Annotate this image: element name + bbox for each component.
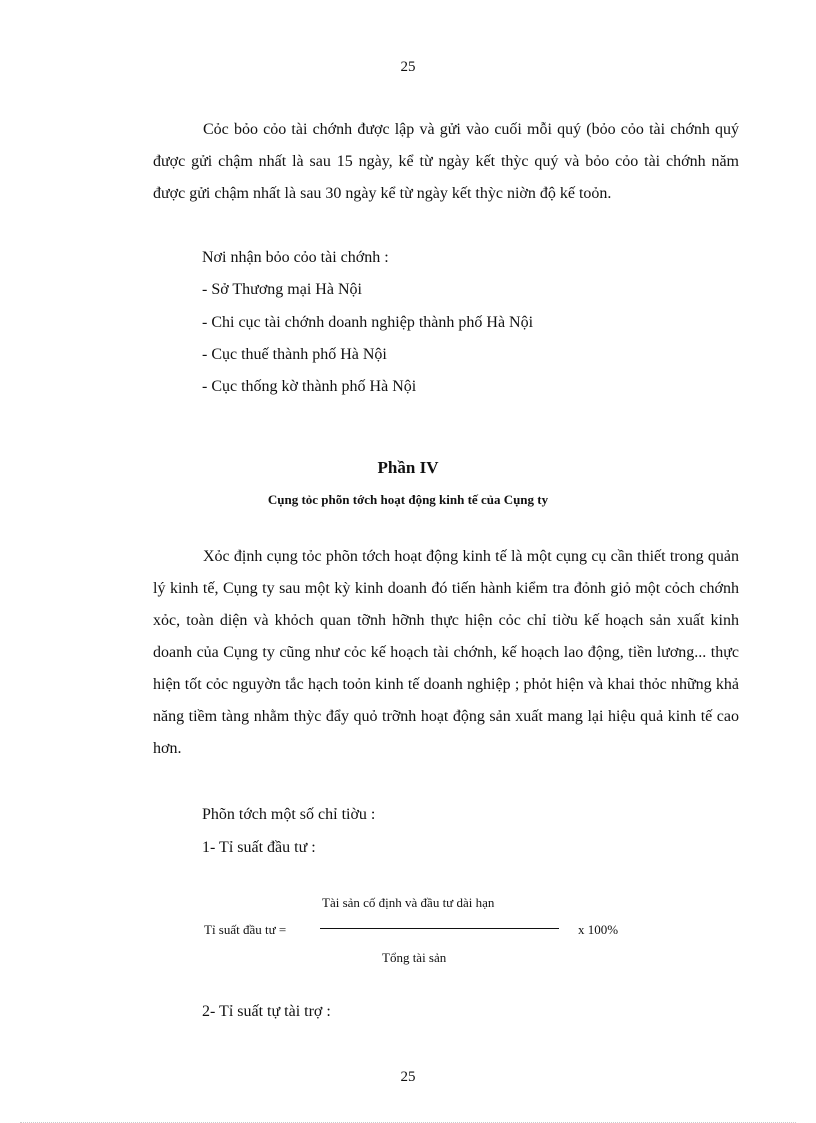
indicators-title: Phõn tớch một số chỉ tiờu : xyxy=(202,806,376,823)
analysis-paragraph-text: Xỏc định cụng tỏc phõn tớch hoạt động kinh tế là một cụng cụ cần thiết trong quản lý kinh tế, Cụng ty sau một kỳ kinh doanh đó tiến hành kiểm tra đỏnh giỏ một cỏch chớnh xỏc, toàn diện và khỏch quan tỡnh hỡnh thực hiện cỏc chỉ tiờu kế hoạch sản xuất kinh doanh của Cụng ty cũng như cỏc kế hoạch tài chớnh, kế hoạch lao động, tiền lương... thực hiện tốt cỏc nguyờn tắc hạch toỏn kinh tế doanh nghiệp ; phỏt hiện và khai thỏc những khả năng tiềm tàng nhằm thỳc đẩy quỏ trỡnh hoạt động sản xuất mang lại hiệu quả kinh tế cao hơn. xyxy=(153,548,739,757)
page-number-bottom: 25 xyxy=(400,1069,416,1085)
reports-paragraph xyxy=(153,114,739,210)
item-self-financing-ratio: 2- Tỉ suất tự tài trợ : xyxy=(202,1003,331,1020)
part-subtitle: Cụng tỏc phõn tớch hoạt động kinh tế của Cụng ty xyxy=(267,492,549,507)
page-number-top: 25 xyxy=(400,59,416,75)
formula-denominator: Tổng tài sản xyxy=(382,950,447,965)
recipient-item: - Chi cục tài chớnh doanh nghiệp thành phố Hà Nội xyxy=(202,314,534,331)
formula-numerator: Tài sản cố định và đầu tư dài hạn xyxy=(322,895,495,910)
formula-lhs: Tỉ suất đầu tư = xyxy=(204,922,287,937)
fraction-bar xyxy=(320,928,559,929)
formula-multiplier: x 100% xyxy=(578,922,619,937)
recipients-title: Nơi nhận bỏo cỏo tài chớnh : xyxy=(202,249,389,266)
recipient-item: - Cục thống kờ thành phố Hà Nội xyxy=(202,378,417,395)
recipient-item: - Sở Thương mại Hà Nội xyxy=(202,281,362,298)
analysis-paragraph xyxy=(153,541,739,765)
recipient-item: - Cục thuế thành phố Hà Nội xyxy=(202,346,387,363)
part-title: Phần IV xyxy=(377,458,439,477)
reports-paragraph-text: Cỏc bỏo cỏo tài chớnh được lập và gửi vào cuối mỗi quý (bỏo cỏo tài chớnh quý được gửi chậm nhất là sau 15 ngày, kể từ ngày kết thỳc quý và bỏo cỏo tài chớnh năm được gửi chậm nhất là sau 30 ngày kể từ ngày kết thỳc niờn độ kế toỏn. xyxy=(153,121,739,202)
item-investment-ratio: 1- Tỉ suất đầu tư : xyxy=(202,839,316,856)
